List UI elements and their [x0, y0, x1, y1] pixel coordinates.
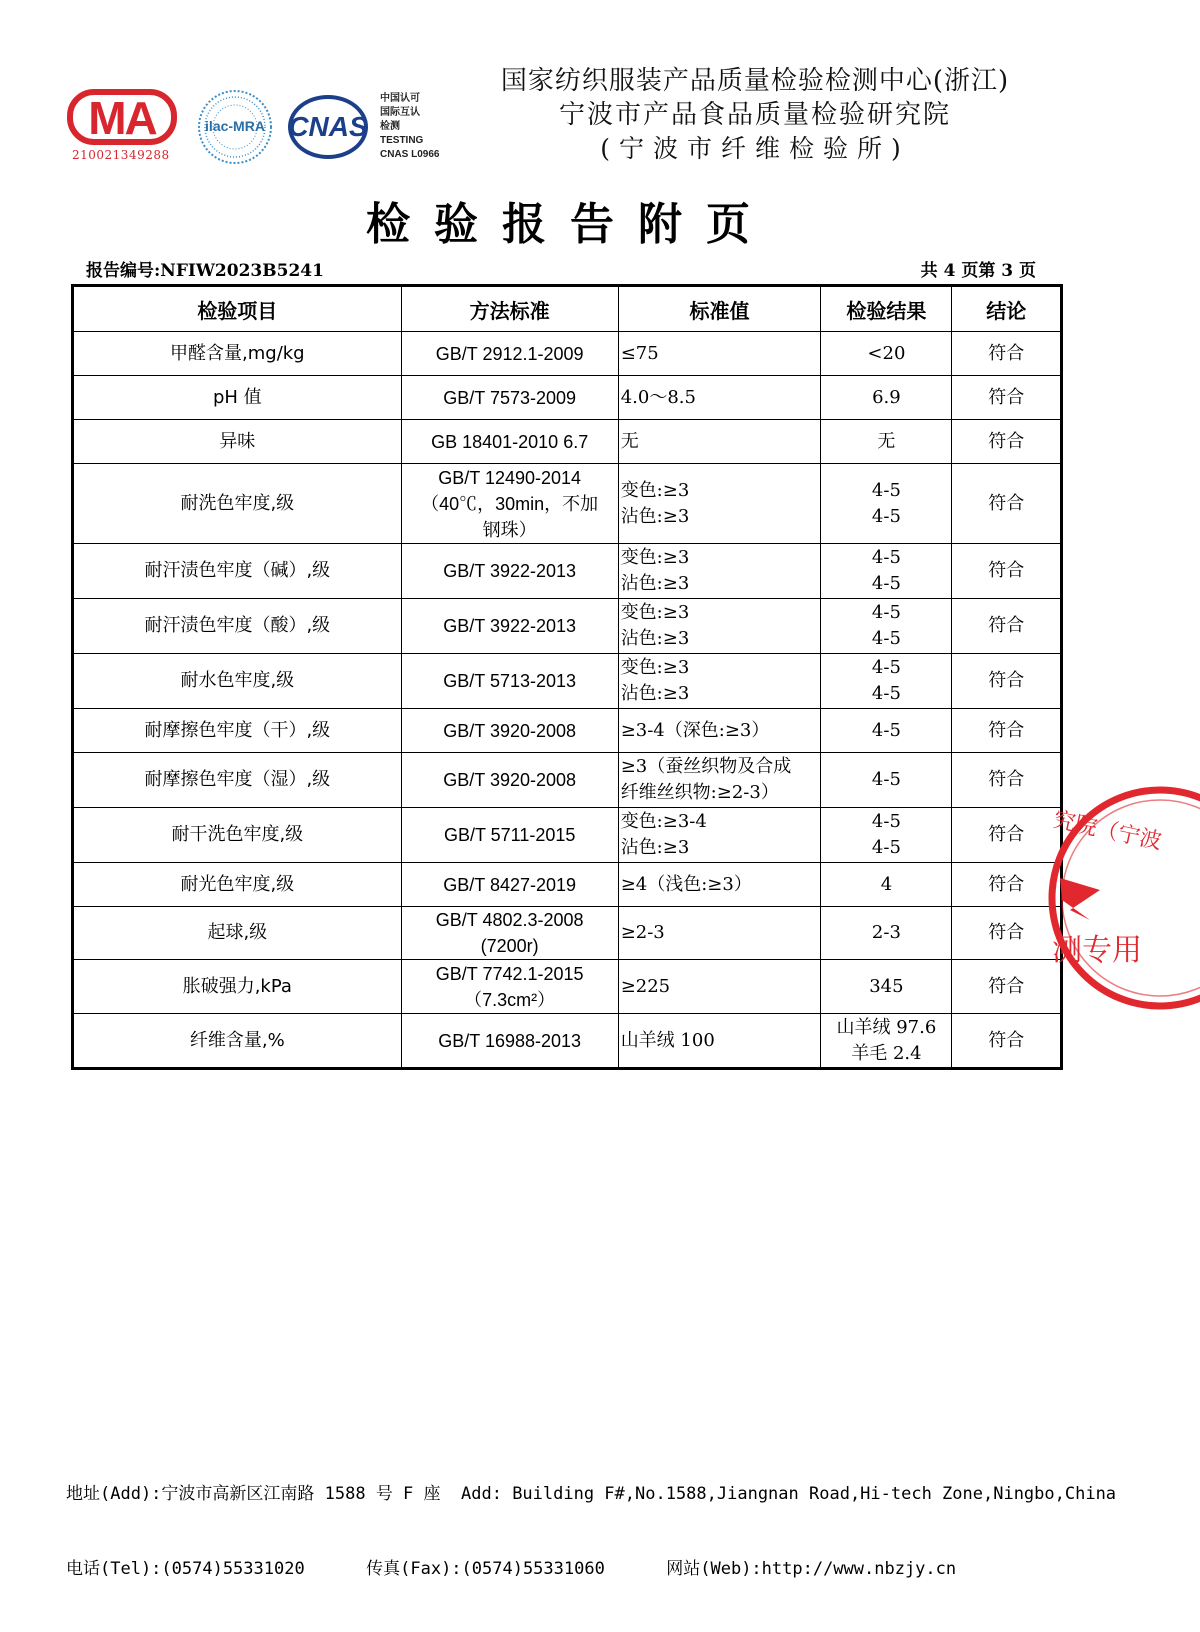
cell-item: [73, 753, 402, 808]
cell-conclusion-line: 符合: [988, 922, 1025, 943]
cell-result-line: 4-5: [871, 719, 901, 741]
cell-standard-line: 变色:≥3: [620, 602, 690, 623]
cell-method: [401, 863, 618, 907]
cell-result: [821, 907, 952, 960]
cell-standard-line: 山羊绒 100: [620, 1029, 715, 1051]
cell-conclusion: [952, 420, 1062, 464]
cell-standard-line: 变色:≥3: [620, 657, 690, 678]
cell-standard: [618, 753, 821, 808]
cnas-logo: [286, 92, 376, 162]
cell-item: [73, 808, 402, 863]
cell-conclusion-line: 符合: [988, 615, 1025, 636]
cell-method: [401, 907, 618, 960]
cell-method-line: （7.3cm²）: [464, 989, 556, 1010]
cma-logo: [68, 88, 176, 168]
cell-method-line: GB/T 4802.3-2008: [435, 910, 584, 930]
footer-fax: 传真(Fax):(0574)55331060: [366, 1559, 605, 1579]
cell-item: [73, 863, 402, 907]
svg-text:CNAS: CNAS: [288, 111, 368, 142]
cell-method: [401, 376, 618, 420]
cell-item: [73, 599, 402, 654]
cell-standard-line: 纤维丝织物:≥2-3）: [620, 782, 779, 803]
cell-standard-line: ≥2-3: [620, 922, 665, 943]
table-row: [73, 332, 1062, 376]
cell-conclusion-line: 符合: [988, 430, 1025, 452]
cell-standard: [618, 709, 821, 753]
page-title: 检验报告附页: [366, 199, 774, 250]
cell-standard-line: 沾色:≥3: [620, 628, 690, 649]
cell-result-line: 345: [869, 975, 904, 997]
cell-conclusion-line: 符合: [988, 873, 1025, 895]
cell-result-line: 4-5: [871, 573, 901, 594]
cell-method-line: GB 18401-2010 6.7: [431, 431, 589, 452]
cell-conclusion-line: 符合: [988, 342, 1025, 364]
cell-standard: [618, 376, 821, 420]
cell-result-line: 4-5: [871, 547, 901, 568]
cell-item: [73, 709, 402, 753]
cell-method-line: GB/T 7573-2009: [443, 387, 577, 408]
cell-result-line: 羊毛 2.4: [851, 1042, 922, 1064]
cell-method-line: GB/T 3920-2008: [443, 770, 577, 790]
cell-standard: [618, 1014, 821, 1069]
cell-result: [821, 420, 952, 464]
cell-standard-line: ≥4（浅色:≥3）: [620, 873, 752, 895]
cell-item-line: 耐摩擦色牢度（干）,级: [144, 719, 331, 741]
cell-conclusion-line: 符合: [988, 1029, 1025, 1051]
svg-text:MA: MA: [88, 92, 156, 144]
cell-standard: [618, 544, 821, 599]
cell-result: [821, 332, 952, 376]
cell-standard-line: 变色:≥3-4: [620, 811, 707, 832]
cell-standard: [618, 332, 821, 376]
footer-contact-row: [66, 1557, 1116, 1582]
cell-item: [73, 544, 402, 599]
table-row: [73, 599, 1062, 654]
footer-address: 地址(Add):宁波市高新区江南路 1588 号 F 座: [66, 1484, 441, 1504]
cell-method-line: GB/T 2912.1-2009: [435, 343, 584, 364]
ilac-mra-logo: [196, 88, 274, 166]
cell-conclusion: [952, 376, 1062, 420]
org-line-1: 国家纺织服装产品质量检验检测中心(浙江): [500, 66, 1010, 96]
cell-item: [73, 1014, 402, 1069]
cell-method: [401, 599, 618, 654]
organization-header: [470, 64, 1040, 166]
cell-item: [73, 376, 402, 420]
table-row: [73, 753, 1062, 808]
cell-result: [821, 464, 952, 544]
cell-method: [401, 753, 618, 808]
cell-item: [73, 420, 402, 464]
cell-conclusion: [952, 599, 1062, 654]
cell-result-line: 4-5: [871, 769, 901, 790]
cell-standard-line: ≥3-4（深色:≥3）: [620, 719, 770, 741]
cell-result-line: 6.9: [872, 386, 901, 408]
cell-method-line: GB/T 8427-2019: [443, 874, 577, 895]
cell-method-line: GB/T 3920-2008: [443, 720, 577, 741]
header-result: 检验结果: [821, 286, 952, 332]
table-row: [73, 544, 1062, 599]
cell-item-line: 耐汗渍色牢度（酸）,级: [144, 615, 331, 636]
cell-item-line: 胀破强力,kPa: [182, 975, 292, 997]
cell-method-line: （40℃，30min，不加: [421, 493, 599, 514]
cell-standard: [618, 464, 821, 544]
cell-conclusion-line: 符合: [988, 386, 1025, 408]
cell-item-line: 起球,级: [207, 922, 268, 943]
cell-standard-line: 沾色:≥3: [620, 837, 690, 858]
footer-tel: 电话(Tel):(0574)55331020: [66, 1559, 305, 1579]
table-header-row: [73, 286, 1062, 332]
footer: [66, 1432, 1116, 1632]
cell-method-line: 钢珠）: [482, 519, 537, 540]
cell-result-line: 4-5: [871, 479, 901, 501]
table-row: [73, 376, 1062, 420]
cell-method: [401, 420, 618, 464]
cell-conclusion-line: 符合: [988, 719, 1025, 741]
cell-conclusion-line: 符合: [988, 492, 1025, 514]
cell-item-line: 耐光色牢度,级: [180, 873, 295, 895]
cell-method-line: GB/T 7742.1-2015: [435, 963, 584, 984]
cell-conclusion-line: 符合: [988, 824, 1025, 845]
cell-standard-line: ≤75: [620, 342, 659, 364]
cell-result: [821, 753, 952, 808]
cell-conclusion-line: 符合: [988, 670, 1025, 691]
cell-method-line: GB/T 12490-2014: [438, 467, 582, 488]
cell-item-line: pH 值: [212, 386, 262, 408]
cell-item: [73, 464, 402, 544]
cell-result: [821, 599, 952, 654]
cell-item-line: 异味: [219, 430, 256, 452]
svg-text:究院（宁波: 究院（宁波: [1050, 807, 1164, 855]
org-line-3: (宁波市纤维检验所): [600, 134, 910, 163]
cell-item: [73, 654, 402, 709]
cell-method-line: GB/T 5713-2013: [443, 671, 577, 691]
cell-standard-line: 无: [620, 430, 639, 452]
results-table: [71, 284, 1063, 1070]
cell-item: [73, 960, 402, 1014]
cell-standard: [618, 654, 821, 709]
cell-method-line: (7200r): [480, 936, 539, 956]
cell-method-line: GB/T 16988-2013: [438, 1030, 582, 1051]
cell-conclusion: [952, 332, 1062, 376]
report-number: 报告编号:NFIW2023B5241: [86, 261, 324, 281]
cell-result-line: 4: [880, 873, 893, 895]
cell-result-line: 4-5: [871, 683, 901, 704]
cell-conclusion: [952, 709, 1062, 753]
cell-standard-line: 沾色:≥3: [620, 683, 690, 704]
cell-result: [821, 960, 952, 1014]
cell-method-line: GB/T 3922-2013: [443, 561, 577, 581]
cell-conclusion: [952, 544, 1062, 599]
cell-item-line: 耐摩擦色牢度（湿）,级: [144, 769, 331, 790]
table-row: [73, 808, 1062, 863]
cell-standard: [618, 420, 821, 464]
cell-result: [821, 376, 952, 420]
cell-result-line: 2-3: [871, 922, 901, 943]
cell-result-line: 山羊绒 97.6: [836, 1016, 937, 1038]
page-info: 共 4 页第 3 页: [920, 261, 1036, 281]
cell-conclusion: [952, 464, 1062, 544]
table-row: [73, 420, 1062, 464]
cell-result: [821, 544, 952, 599]
table-row: [73, 907, 1062, 960]
cell-standard: [618, 863, 821, 907]
cell-method-line: GB/T 3922-2013: [443, 616, 577, 636]
cell-result-line: 无: [877, 430, 896, 452]
cell-method: [401, 1014, 618, 1069]
cell-method: [401, 960, 618, 1014]
cma-number: 210021349288: [72, 148, 170, 162]
cell-result-line: <20: [867, 342, 906, 364]
cell-result: [821, 654, 952, 709]
footer-web[interactable]: 网站(Web):http://www.nbzjy.cn: [666, 1559, 957, 1579]
footer-address-en: Add: Building F#,No.1588,Jiangnan Road,Hi-tech Zone,Ningbo,China: [461, 1484, 1117, 1504]
cell-item-line: 甲醛含量,mg/kg: [170, 342, 305, 364]
table-row: [73, 960, 1062, 1014]
table-row: [73, 863, 1062, 907]
cell-standard-line: 4.0～8.5: [620, 386, 696, 408]
cell-standard-line: ≥3（蚕丝织物及合成: [620, 756, 792, 777]
svg-text:ilac-MRA: ilac-MRA: [205, 118, 265, 134]
cell-conclusion-line: 符合: [988, 769, 1025, 790]
cell-standard: [618, 960, 821, 1014]
cell-result: [821, 863, 952, 907]
cell-result-line: 4-5: [871, 837, 901, 858]
cell-result-line: 4-5: [871, 505, 901, 527]
header-standard: 标准值: [618, 286, 821, 332]
svg-text:测专用: 测专用: [1052, 933, 1142, 968]
cell-result-line: 4-5: [871, 657, 901, 678]
cell-conclusion: [952, 654, 1062, 709]
cell-method: [401, 332, 618, 376]
cell-standard-line: 沾色:≥3: [620, 505, 690, 527]
cell-result: [821, 1014, 952, 1069]
cell-result-line: 4-5: [871, 811, 901, 832]
cell-result-line: 4-5: [871, 628, 901, 649]
cell-item: [73, 332, 402, 376]
cell-result-line: 4-5: [871, 602, 901, 623]
cell-standard: [618, 808, 821, 863]
cell-item-line: 纤维含量,%: [189, 1029, 285, 1051]
cell-item: [73, 907, 402, 960]
table-row: [73, 464, 1062, 544]
cell-standard-line: ≥225: [620, 975, 671, 997]
table-row: [73, 709, 1062, 753]
org-line-2: 宁波市产品食品质量检验研究院: [558, 100, 951, 130]
cell-item-line: 耐洗色牢度,级: [180, 492, 295, 514]
cell-standard: [618, 907, 821, 960]
cell-method: [401, 464, 618, 544]
cell-standard-line: 沾色:≥3: [620, 573, 690, 594]
cell-result: [821, 808, 952, 863]
cell-standard: [618, 599, 821, 654]
cell-method: [401, 544, 618, 599]
cell-method: [401, 709, 618, 753]
cell-item-line: 耐汗渍色牢度（碱）,级: [144, 560, 331, 581]
cell-result: [821, 709, 952, 753]
table-body: [73, 332, 1062, 1069]
header-item: 检验项目: [73, 286, 402, 332]
cell-standard-line: 变色:≥3: [620, 479, 690, 501]
cell-method-line: GB/T 5711-2015: [443, 825, 576, 845]
cell-item-line: 耐水色牢度,级: [180, 670, 295, 691]
header-method: 方法标准: [401, 286, 618, 332]
footer-address-row: [66, 1482, 1116, 1507]
table-row: [73, 1014, 1062, 1069]
official-stamp: [1040, 770, 1164, 1030]
cell-method: [401, 808, 618, 863]
cnas-caption: 中国认可 国际互认 检测 TESTING CNAS L0966: [380, 93, 440, 160]
cell-item-line: 耐干洗色牢度,级: [171, 824, 304, 845]
cell-conclusion-line: 符合: [988, 975, 1025, 997]
cell-method: [401, 654, 618, 709]
table-row: [73, 654, 1062, 709]
cell-standard-line: 变色:≥3: [620, 547, 690, 568]
header-conclusion: 结论: [952, 286, 1062, 332]
cell-conclusion-line: 符合: [988, 560, 1025, 581]
